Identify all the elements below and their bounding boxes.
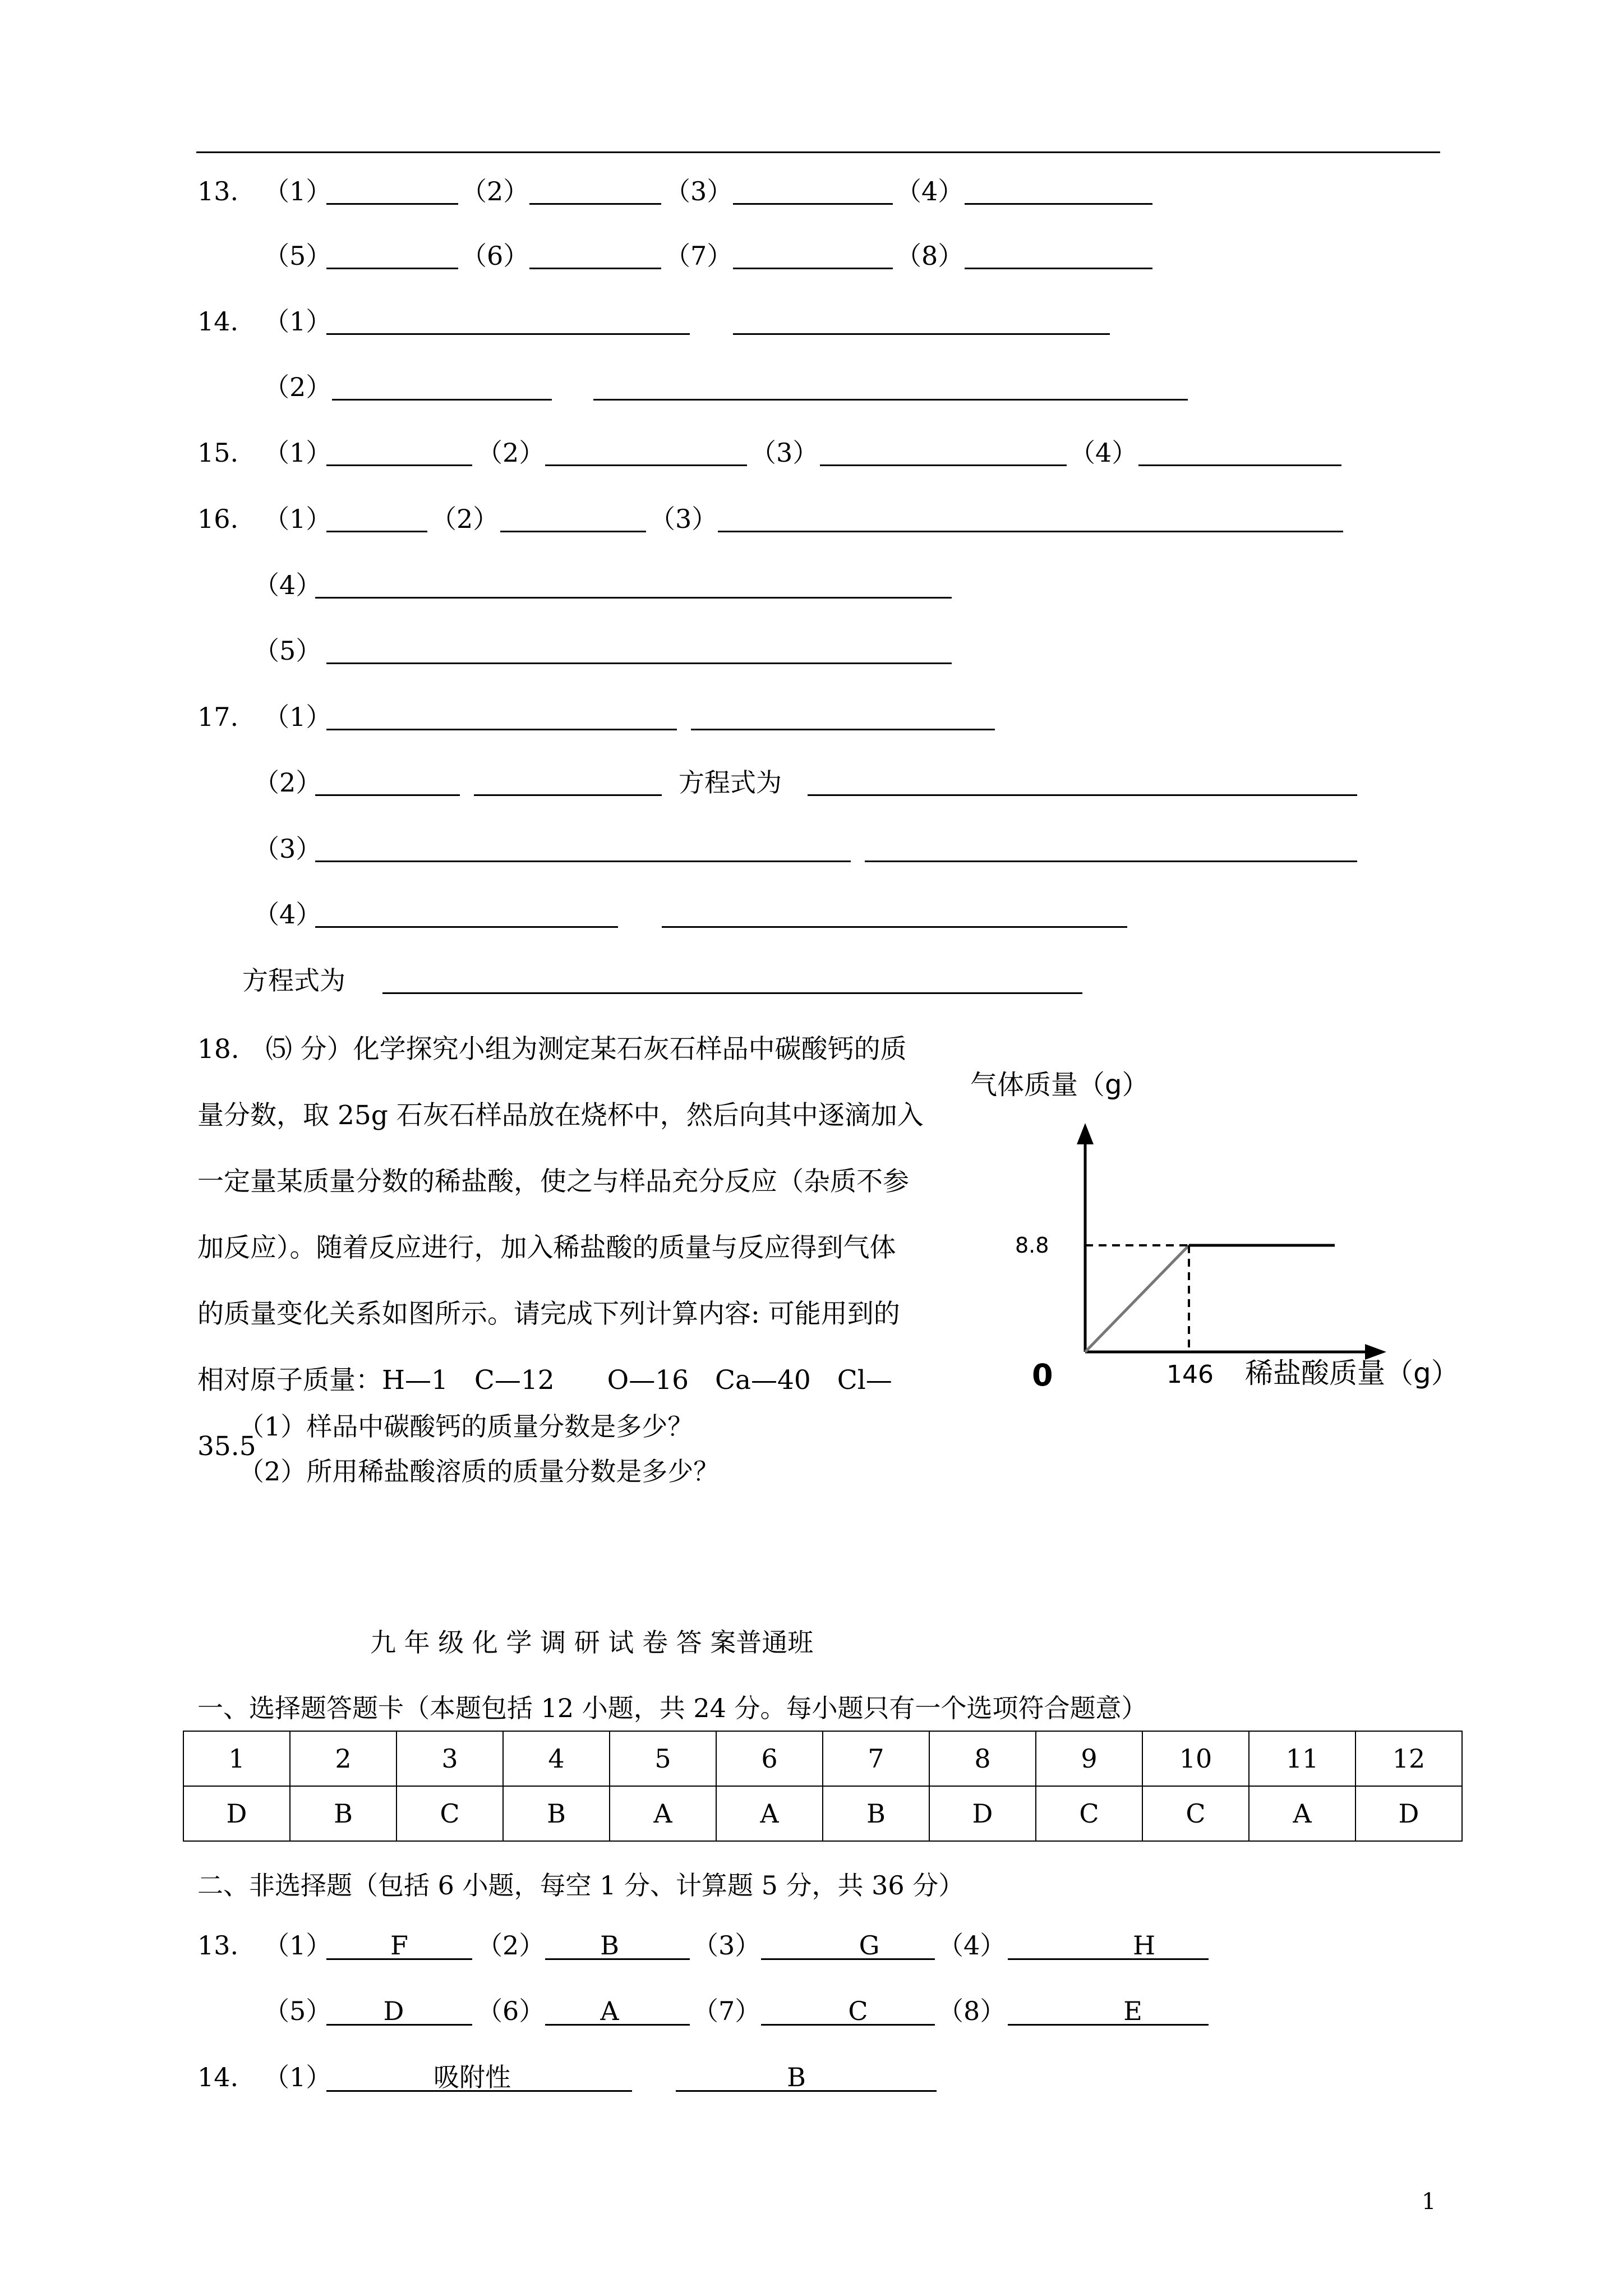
answer-q14-label-1-text: （1）: [264, 2062, 332, 2092]
q17-equation-label: 方程式为: [679, 767, 782, 798]
table-cell: 1: [183, 1731, 290, 1786]
answer-q13-blank-8: [1008, 2024, 1209, 2026]
answer-q14-value-2: B: [787, 2062, 806, 2092]
answer-table-number-row: [183, 1731, 1462, 1786]
q16-label-2: （2）: [431, 504, 499, 534]
q13-blank-1[interactable]: [326, 203, 458, 205]
table-cell: 11: [1249, 1731, 1355, 1786]
answer-q13-label-6: （6）: [477, 1996, 545, 2026]
q18-line-6: 相对原子质量：H—1 C—12 O—16 Ca—40 Cl—35.5: [197, 1365, 892, 1462]
q13-blank-2[interactable]: [529, 203, 661, 205]
q15-blank-1[interactable]: [326, 464, 472, 466]
answer-q13-value-8: E: [1123, 1996, 1142, 2026]
q13-label-1: （1）: [264, 176, 332, 206]
q15-label-3: （3）: [750, 438, 819, 468]
q13-number: 13.: [197, 176, 239, 206]
q15-label-2: （2）: [477, 438, 545, 468]
q15-blank-3[interactable]: [820, 464, 1067, 466]
top-rule: [196, 151, 1440, 153]
q17-blank-4-equation[interactable]: [382, 992, 1082, 994]
graph-x-value: 146: [1166, 1360, 1214, 1389]
q15-number: 15.: [197, 438, 239, 468]
answer-q13-value-5: D: [383, 1996, 404, 2026]
q15-label-1: （1）: [264, 438, 332, 468]
answer-q13-label-4: （4）: [938, 1930, 1006, 1961]
q17-blank-2-equation[interactable]: [808, 794, 1357, 796]
table-cell: C: [1142, 1786, 1249, 1841]
q18-line-3: 一定量某质量分数的稀盐酸，使之与样品充分反应（杂质不参: [197, 1166, 909, 1197]
table-cell: C: [1036, 1786, 1142, 1841]
answer-q13-label-2: （2）: [477, 1930, 545, 1961]
answer-q13-value-6: A: [600, 1996, 619, 2026]
q16-label-3: （3）: [649, 504, 718, 534]
q13-blank-8[interactable]: [965, 268, 1152, 269]
q16-label-1: （1）: [264, 504, 332, 534]
table-cell: 7: [823, 1731, 929, 1786]
answer-table: [183, 1731, 1463, 1842]
table-cell: B: [503, 1786, 610, 1841]
answer-section-1: 一、选择题答题卡（本题包括 12 小题，共 24 分。每小题只有一个选项符合题意）: [197, 1693, 1147, 1723]
answer-q13-value-3: G: [859, 1930, 880, 1961]
q17-blank-3a[interactable]: [315, 861, 851, 862]
q13-blank-7[interactable]: [733, 268, 893, 269]
q14-blank-2b[interactable]: [593, 399, 1188, 401]
answer-q13-label-1: （1）: [264, 1930, 332, 1961]
q17-blank-4a[interactable]: [315, 926, 618, 928]
q18-line-1: 18. ⑸ 分）化学探究小组为测定某石灰石样品中碳酸钙的质: [197, 1034, 907, 1065]
table-cell: 9: [1036, 1731, 1142, 1786]
q18-line-2: 量分数，取 25g 石灰石样品放在烧杯中，然后向其中逐滴加入: [197, 1100, 924, 1131]
answer-q14-blank-2: [676, 2090, 937, 2092]
answer-q14-value-1: 吸附性: [434, 2062, 511, 2092]
table-cell: 12: [1355, 1731, 1462, 1786]
q16-blank-4[interactable]: [315, 597, 952, 599]
q16-number: 16.: [197, 504, 239, 534]
q13-blank-4[interactable]: [965, 203, 1152, 205]
q16-blank-2[interactable]: [500, 531, 646, 532]
table-cell: 8: [929, 1731, 1036, 1786]
q17-blank-1a[interactable]: [326, 729, 677, 730]
answer-q13-value-7: C: [848, 1996, 868, 2026]
q13-label-7: （7）: [665, 241, 733, 271]
table-cell: A: [1249, 1786, 1355, 1841]
q17-blank-2a[interactable]: [315, 794, 460, 796]
table-cell: 6: [716, 1731, 823, 1786]
answer-q13-value-2: B: [600, 1930, 619, 1961]
answer-q13-number: 13.: [197, 1930, 239, 1961]
table-cell: 10: [1142, 1731, 1249, 1786]
q18-paragraph: [197, 1016, 943, 1480]
q14-blank-2a[interactable]: [332, 399, 552, 401]
table-cell: 4: [503, 1731, 610, 1786]
graph-rising-line: [1085, 1245, 1189, 1352]
q13-label-4: （4）: [896, 176, 964, 206]
answer-section-2: 二、非选择题（包括 6 小题，每空 1 分、计算题 5 分，共 36 分）: [197, 1870, 965, 1901]
table-cell: D: [929, 1786, 1036, 1841]
table-cell: 5: [610, 1731, 716, 1786]
answer-q13-label-5: （5）: [264, 1996, 332, 2026]
answer-q14-number: 14.: [197, 2062, 239, 2092]
page-number: 1: [1422, 2189, 1436, 2215]
q17-blank-3b[interactable]: [865, 861, 1357, 862]
table-cell: B: [823, 1786, 929, 1841]
q18-graph: [965, 1060, 1475, 1408]
q13-label-5: （5）: [264, 241, 332, 271]
table-cell: C: [396, 1786, 503, 1841]
graph-y-arrow: [1077, 1123, 1094, 1144]
q13-label-3: （3）: [665, 176, 733, 206]
answer-title: 九 年 级 化 学 调 研 试 卷 答 案普通班: [370, 1627, 814, 1658]
table-cell: 3: [396, 1731, 503, 1786]
q15-label-4: （4）: [1069, 438, 1138, 468]
table-cell: A: [610, 1786, 716, 1841]
q16-label-5: （5）: [253, 636, 322, 666]
q18-line-4: 加反应）。随着反应进行，加入稀盐酸的质量与反应得到气体: [197, 1232, 896, 1263]
answer-q13-label-7: （7）: [693, 1996, 761, 2026]
answer-q13-label-3: （3）: [693, 1930, 761, 1961]
q13-blank-6[interactable]: [529, 268, 661, 269]
q17-label-1: （1）: [264, 702, 332, 732]
q16-blank-5[interactable]: [326, 662, 952, 664]
q17-blank-1b[interactable]: [691, 729, 995, 730]
q13-blank-3[interactable]: [733, 203, 893, 205]
q13-label-6: （6）: [461, 241, 529, 271]
q14-label-1: （1）: [264, 306, 332, 337]
q14-blank-1a[interactable]: [326, 333, 690, 335]
q16-blank-3[interactable]: [718, 531, 1343, 532]
q18-subquestion-2: （2）所用稀盐酸溶质的质量分数是多少？: [238, 1456, 720, 1487]
q17-label-3: （3）: [253, 834, 322, 864]
table-cell: D: [183, 1786, 290, 1841]
q13-label-2: （2）: [461, 176, 529, 206]
graph-y-label: 气体质量（g）: [970, 1069, 1149, 1101]
graph-y-value: 8.8: [1015, 1233, 1049, 1258]
table-cell: B: [290, 1786, 396, 1841]
q17-equation-label-2: 方程式为: [242, 965, 345, 996]
table-cell: 2: [290, 1731, 396, 1786]
graph-origin: 0: [1032, 1358, 1053, 1393]
answer-q13-value-4: H: [1132, 1930, 1156, 1961]
answer-q13-blank-4: [1008, 1958, 1209, 1960]
q13-blank-5[interactable]: [326, 268, 458, 269]
answer-table-answer-row: [183, 1786, 1462, 1841]
answer-q13-label-8: （8）: [938, 1996, 1006, 2026]
q17-label-2: （2）: [253, 767, 322, 798]
q18-subquestion-1: （1）样品中碳酸钙的质量分数是多少？: [238, 1411, 694, 1442]
table-cell: A: [716, 1786, 823, 1841]
q13-label-8: （8）: [896, 241, 964, 271]
q18-line-5: 的质量变化关系如图所示。请完成下列计算内容: 可能用到的: [197, 1299, 900, 1329]
q17-label-4: （4）: [253, 899, 322, 930]
answer-q13-value-1: F: [390, 1930, 408, 1961]
graph-x-label: 稀盐酸质量（g）: [1245, 1357, 1459, 1389]
q17-blank-2b[interactable]: [474, 794, 662, 796]
q17-number: 17.: [197, 702, 239, 732]
q14-number: 14.: [197, 306, 239, 337]
q14-label-2: （2）: [264, 372, 332, 402]
table-cell: D: [1355, 1786, 1462, 1841]
q16-blank-1[interactable]: [326, 531, 427, 532]
q16-label-4: （4）: [253, 570, 322, 600]
q15-blank-4[interactable]: [1138, 464, 1341, 466]
q14-blank-1b[interactable]: [733, 333, 1110, 335]
answer-q13-blank-3: [761, 1958, 935, 1960]
q15-blank-2[interactable]: [545, 464, 747, 466]
q17-blank-4b[interactable]: [662, 926, 1127, 928]
